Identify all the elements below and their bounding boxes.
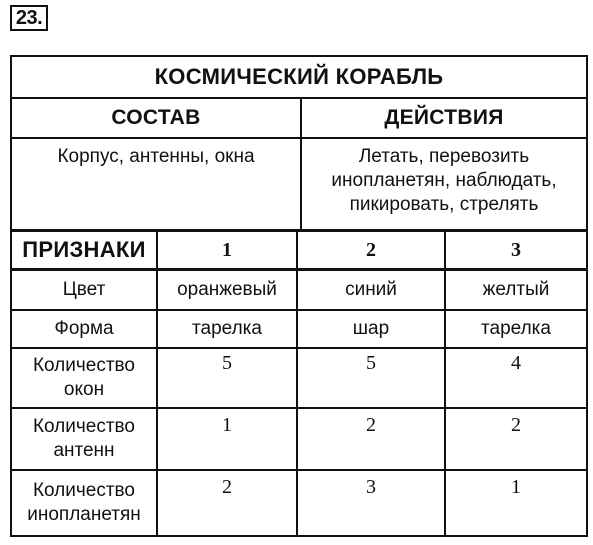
table-cell: 3 — [366, 476, 376, 498]
composition-value: Корпус, антенны, окна — [57, 146, 255, 167]
row-label-color: Цвет — [62, 279, 106, 300]
table-title: КОСМИЧЕСКИЙ КОРАБЛЬ — [154, 64, 444, 89]
table-cell: тарелка — [481, 318, 551, 339]
row-label-antennas: Количество антенн — [32, 416, 136, 461]
row-label-shape: Форма — [54, 318, 114, 339]
table-cell: 2 — [366, 414, 376, 436]
composition-header: СОСТАВ — [111, 106, 201, 129]
column-header-2: 2 — [366, 239, 376, 261]
row-label-aliens: Количество инопланетян — [27, 480, 141, 525]
table-cell: 1 — [511, 476, 521, 498]
features-header: ПРИЗНАКИ — [22, 237, 146, 262]
table-cell: 5 — [222, 352, 232, 374]
task-number-badge: 23. — [10, 5, 48, 31]
table-cell: шар — [352, 318, 390, 339]
column-header-3: 3 — [511, 239, 521, 261]
table-cell: оранжевый — [177, 279, 277, 300]
table-cell: синий — [345, 279, 397, 300]
table-cell: 1 — [222, 414, 232, 436]
actions-header: ДЕЙСТВИЯ — [384, 106, 504, 129]
divider — [300, 97, 302, 231]
table-cell: 4 — [511, 352, 521, 374]
actions-value: Летать, перевозить инопланетян, наблюдать, пикировать, стрелять — [331, 146, 557, 215]
spaceship-table — [10, 55, 588, 537]
column-header-1: 1 — [222, 239, 232, 261]
divider — [12, 137, 586, 139]
table-cell: 2 — [511, 414, 521, 436]
table-cell: тарелка — [192, 318, 262, 339]
table-cell: желтый — [482, 279, 550, 300]
table-cell: 5 — [366, 352, 376, 374]
row-label-windows: Количество окон — [32, 355, 136, 400]
table-cell: 2 — [222, 476, 232, 498]
